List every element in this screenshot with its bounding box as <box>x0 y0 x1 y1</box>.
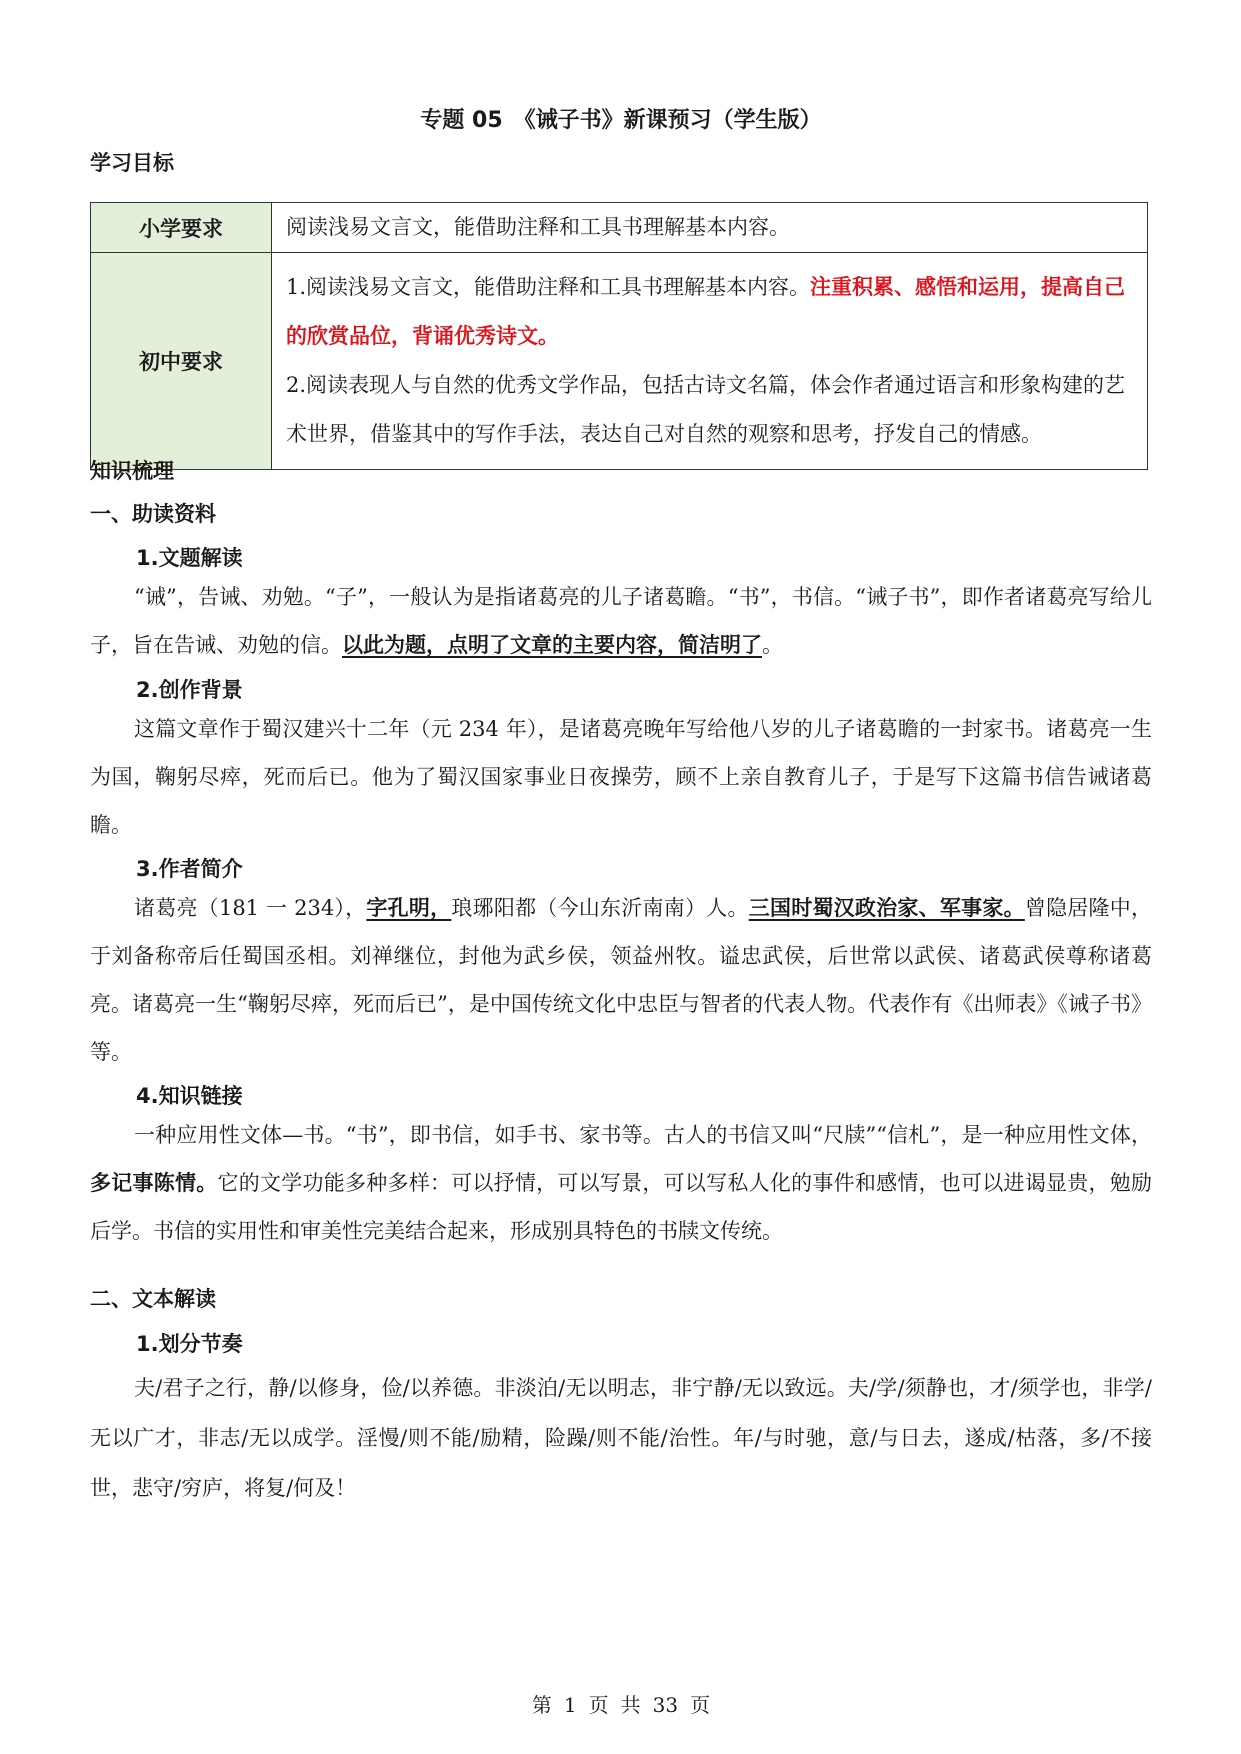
middle-label: 初中要求 <box>91 253 272 470</box>
table-row <box>91 203 1148 253</box>
p2s1-paragraph: 夫/君子之行，静/以修身，俭/以养德。非淡泊/无以明志，非宁静/无以致远。夫/学/须静也，才/须学也，非学/无以广才，非志/无以成学。淫慢/则不能/励精，险躁/则不能/治性。年/与时驰，意/与日去，遂成/枯落，多/不接世，悲守/穷庐，将复/何及！ <box>90 1376 1152 1500</box>
s1-emphasis: 以此为题，点明了文章的主要内容，简洁明了 <box>342 633 762 657</box>
s4-heading: 4.知识链接 <box>136 1084 243 1108</box>
s3-text2: 琅琊阳都（今山东沂南南）人。 <box>451 896 749 920</box>
s4-text2: 它的文学功能多种多样：可以抒情，可以写景，可以写私人化的事件和感情，也可以进谒显贵，勉励后学。书信的实用性和审美性完美结合起来，形成别具特色的书牍文传统。 <box>90 1171 1153 1243</box>
s1-paragraph <box>90 573 1152 669</box>
page-title: 专题 05 《诫子书》新课预习（学生版） <box>420 108 822 133</box>
footer-total-word: 共 <box>620 1693 641 1717</box>
middle-item1: 1.阅读浅易文言文，能借助注释和工具书理解基本内容。 <box>286 275 811 299</box>
s1-heading: 1.文题解读 <box>136 546 243 570</box>
s3-text3: 曾隐居隆中，于刘备称帝后任蜀国丞相。刘禅继位，封他为武乡侯，领益州牧。谥忠武侯，后世常以武侯、诸葛武侯尊称诸葛亮。诸葛亮一生“鞠躬尽瘁，死而后已”，是中国传统文化中忠臣与智者的代表人物。代表作有《出师表》《诫子书》等。 <box>90 896 1153 1064</box>
page-footer <box>90 1689 1152 1718</box>
s3-heading: 3.作者简介 <box>136 857 243 881</box>
s3-emphasis2: 三国时蜀汉政治家、军事家。 <box>748 896 1025 920</box>
part1-heading: 一、助读资料 <box>90 502 216 526</box>
goals-heading: 学习目标 <box>90 151 174 175</box>
middle-item1-highlight: 注重积累、感悟和运用，提高自己的欣赏品位，背诵优秀诗文。 <box>286 275 1126 348</box>
footer-page-number: 1 <box>563 1693 577 1717</box>
s4-emphasis: 多记事陈情。 <box>90 1171 218 1195</box>
s3-text1: 诸葛亮（181 一 234）， <box>134 896 367 920</box>
primary-label: 小学要求 <box>91 203 272 253</box>
middle-item2: 2.阅读表现人与自然的优秀文学作品，包括古诗文名篇，体会作者通过语言和形象构建的艺术世界，借鉴其中的写作手法，表达自己对自然的观察和思考，抒发自己的情感。 <box>286 373 1126 446</box>
primary-text: 阅读浅易文言文，能借助注释和工具书理解基本内容。 <box>272 203 1148 253</box>
s3-paragraph <box>90 884 1152 1076</box>
footer-total-pages: 33 <box>652 1693 679 1717</box>
footer-page-word: 页 <box>588 1693 609 1717</box>
middle-text <box>272 253 1148 470</box>
p2s1-heading: 1.划分节奏 <box>136 1332 243 1356</box>
s1-end: 。 <box>762 633 783 657</box>
footer-end-word: 页 <box>690 1693 711 1717</box>
s2-heading: 2.创作背景 <box>136 678 243 702</box>
s3-emphasis1: 字孔明， <box>366 896 452 920</box>
table-row <box>91 253 1148 470</box>
part2-heading: 二、文本解读 <box>90 1287 216 1311</box>
s4-text1: 一种应用性文体—书。“书”，即书信，如手书、家书等。古人的书信又叫“尺牍”“信札”，是一种应用性文体， <box>134 1123 1152 1147</box>
s4-paragraph <box>90 1111 1152 1255</box>
goals-table <box>90 202 1148 470</box>
knowledge-heading: 知识梳理 <box>90 459 174 483</box>
s1-text: “诫”，告诫、劝勉。“子”，一般认为是指诸葛亮的儿子诸葛瞻。“书”，书信。“诫子书”，即作者诸葛亮写给儿子，旨在告诫、劝勉的信。 <box>90 585 1152 657</box>
footer-prefix: 第 <box>531 1693 552 1717</box>
s2-paragraph: 这篇文章作于蜀汉建兴十二年（元 234 年），是诸葛亮晚年写给他八岁的儿子诸葛瞻的一封家书。诸葛亮一生为国，鞠躬尽瘁，死而后已。他为了蜀汉国家事业日夜操劳，顾不上亲自教育儿子，于是写下这篇书信告诫诸葛瞻。 <box>90 717 1152 837</box>
